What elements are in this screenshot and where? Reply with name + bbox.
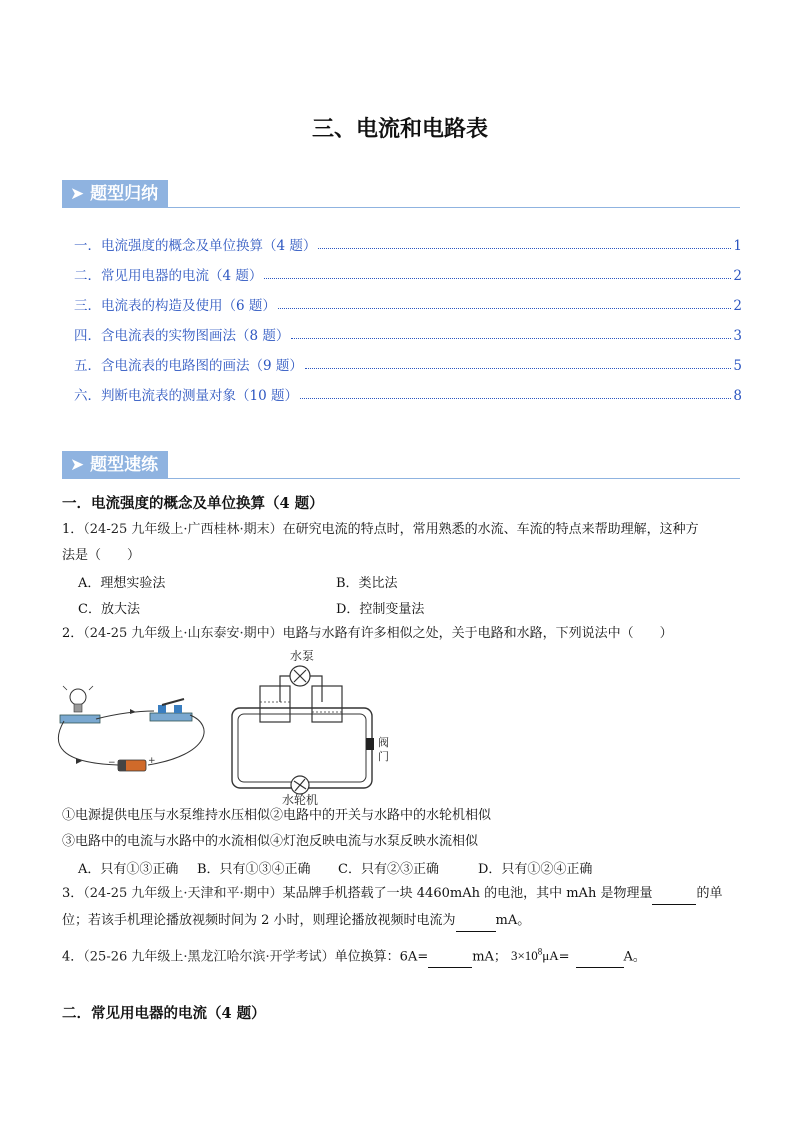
pipe [280, 676, 290, 702]
question-2 [62, 624, 742, 644]
light-bulb-icon [63, 685, 93, 712]
toc-page[interactable]: 8 [733, 388, 742, 404]
math-exponent: 8 [537, 947, 543, 957]
question-source: （24-25 九年级上·广西桂林·期末） [83, 522, 283, 537]
option-d: D．控制变量法 [336, 602, 425, 617]
left-tank [260, 686, 290, 722]
answer-blank[interactable] [652, 884, 696, 905]
toc-label[interactable]: 五．含电流表的电路图的画法（9 题） [74, 358, 303, 374]
switch-icon [158, 699, 184, 713]
svg-text:+: + [148, 756, 156, 766]
toc-leader [291, 338, 731, 339]
toc-leader [305, 368, 732, 369]
table-of-contents [62, 224, 742, 404]
right-tank [312, 686, 342, 722]
toc-label[interactable]: 一．电流强度的概念及单位换算（4 题） [74, 238, 317, 254]
turbine-icon [291, 776, 309, 794]
banner-divider [62, 207, 740, 208]
question-number: 2． [62, 626, 84, 641]
question-source: （24-25 九年级上·山东泰安·期中） [83, 626, 283, 641]
valve-label-1: 阀 [378, 736, 389, 749]
valve-label-2: 门 [378, 750, 389, 763]
pipe-loop-inner [238, 714, 366, 782]
math-expression [511, 948, 559, 963]
question-4 [62, 942, 742, 968]
lamp-board [60, 715, 100, 723]
option-c: C．放大法 [78, 602, 140, 617]
answer-blank[interactable] [456, 911, 496, 932]
circuit-figure [50, 685, 215, 785]
toc-label[interactable]: 三．电流表的构造及使用（6 题） [74, 298, 276, 314]
svg-text:−: − [108, 758, 116, 768]
option-b: B．类比法 [336, 576, 398, 591]
answer-blank[interactable] [576, 947, 624, 968]
toc-leader [278, 308, 732, 309]
math-coefficient: 3×10 [510, 948, 538, 964]
question-text: mA。 [495, 913, 531, 928]
statement-line: ③电路中的电流与水路中的水流相似④灯泡反映电流与水泵反映水流相似 [62, 834, 479, 849]
question-text: 在研究电流的特点时，常用熟悉的水流、车流的特点来帮助理解，这种方 [282, 522, 699, 537]
math-unit: μA [542, 948, 559, 964]
banner-question-types: ➤ 题型归纳 [62, 180, 168, 208]
toc-leader [264, 278, 731, 279]
option-a: A．理想实验法 [78, 576, 166, 591]
page-title: 三、电流和电路表 [311, 117, 488, 142]
section-heading: 二．常见用电器的电流（4 题） [62, 1005, 266, 1022]
question-text: 某品牌手机搭载了一块 4460mAh 的电池，其中 mAh 是物理量 [282, 886, 653, 901]
option-a: A．只有①③正确 [78, 862, 179, 877]
question-text: 电路与水路有许多相似之处，关于电路和水路，下列说法中（ ） [282, 626, 673, 641]
question-source: （25-26 九年级上·黑龙江哈尔滨·开学考试） [83, 949, 335, 965]
toc-label[interactable]: 六．判断电流表的测量对象（10 题） [74, 388, 298, 404]
question-text: mA； [472, 949, 507, 965]
question-number: 4． [62, 949, 84, 965]
turbine-label: 水轮机 [282, 793, 319, 806]
toc-item[interactable] [62, 254, 742, 284]
question-source: （24-25 九年级上·天津和平·期中） [83, 886, 283, 901]
toc-item[interactable] [62, 374, 742, 404]
valve-icon [366, 738, 374, 750]
toc-label[interactable]: 四．含电流表的实物图画法（8 题） [74, 328, 290, 344]
wire [148, 715, 204, 765]
toc-page[interactable]: 2 [733, 268, 742, 284]
option-c: C．只有②③正确 [338, 862, 439, 877]
pump-label: 水泵 [290, 649, 315, 663]
toc-page[interactable]: 2 [733, 298, 742, 314]
water-circuit-figure [220, 646, 400, 806]
toc-page[interactable]: 3 [733, 328, 742, 344]
battery-icon [108, 756, 156, 771]
toc-item[interactable] [62, 314, 742, 344]
option-d: D．只有①②④正确 [478, 862, 593, 877]
toc-page[interactable]: 5 [733, 358, 742, 374]
question-number: 3． [62, 886, 84, 901]
question-text: 单位换算：6A= [334, 949, 429, 965]
question-text: = [558, 949, 570, 965]
wire [96, 711, 154, 719]
statement-line: ①电源提供电压与水泵维持水压相似②电路中的开关与水路中的水轮机相似 [62, 808, 492, 823]
arrow-icon [76, 758, 82, 764]
banner-divider [62, 478, 740, 479]
question-text: 的单 [696, 886, 723, 901]
toc-item[interactable] [62, 224, 742, 254]
toc-leader [300, 398, 731, 399]
toc-item[interactable] [62, 284, 742, 314]
toc-page[interactable]: 1 [733, 238, 742, 254]
question-number: 1． [62, 522, 84, 537]
banner-practice: ➤ 题型速练 [62, 451, 168, 479]
answer-blank[interactable] [428, 947, 472, 968]
question-3 [62, 884, 742, 932]
question-1 [62, 520, 742, 566]
question-text: A。 [623, 949, 646, 965]
pump-icon [290, 666, 310, 686]
option-b: B．只有①③④正确 [197, 862, 311, 877]
toc-item[interactable] [62, 344, 742, 374]
toc-leader [318, 248, 731, 249]
question-text: 法是（ ） [62, 548, 141, 563]
question-text: 位；若该手机理论播放视频时间为 2 小时，则理论播放视频时电流为 [62, 913, 456, 928]
section-heading: 一．电流强度的概念及单位换算（4 题） [62, 495, 324, 512]
switch-board [150, 713, 192, 721]
toc-label[interactable]: 二．常见用电器的电流（4 题） [74, 268, 263, 284]
